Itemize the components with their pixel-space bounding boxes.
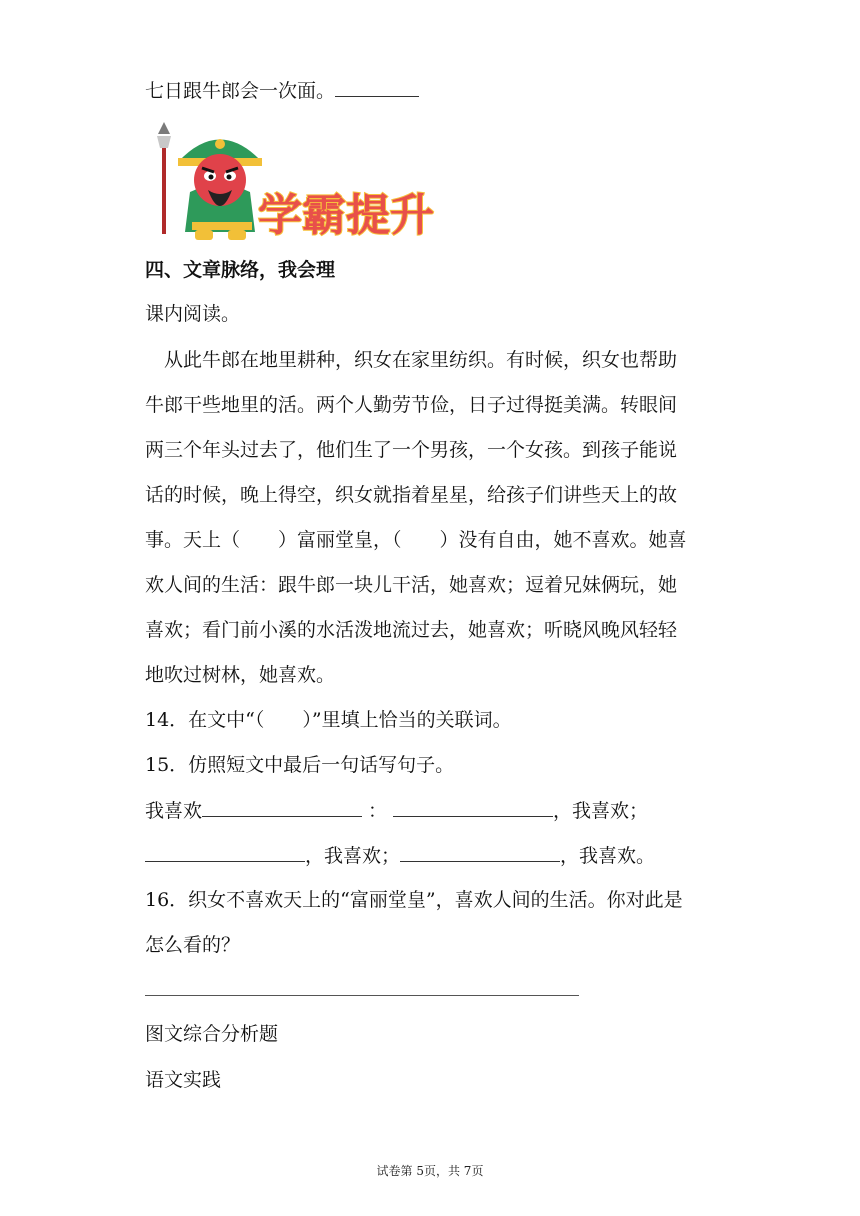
passage-line-5: 事。天上（ ）富丽堂皇，（ ）没有自由，她不喜欢。她喜 — [145, 529, 687, 551]
question-16-line-2: 怎么看的？ — [145, 934, 241, 956]
passage-line-2: 牛郎干些地里的活。两个人勤劳节俭，日子过得挺美满。转眼间 — [145, 394, 678, 416]
continued-text: 七日跟牛郎会一次面。 — [145, 80, 336, 102]
fill-text: ，我喜欢； — [305, 845, 401, 867]
answer-blank — [393, 798, 553, 817]
question-15: 15．仿照短文中最后一句话写句子。 — [145, 754, 455, 776]
passage-line-1: 从此牛郎在地里耕种，织女在家里纺织。有时候，织女也帮助 — [145, 349, 678, 371]
mascot-figure — [157, 122, 262, 240]
fill-text: ： — [368, 800, 388, 822]
fill-text: ，我喜欢。 — [560, 845, 656, 867]
fill-text: ，我喜欢； — [553, 800, 649, 822]
answer-blank — [335, 78, 419, 97]
section-label-analysis: 图文综合分析题 — [145, 1023, 279, 1045]
continued-text-line — [145, 78, 419, 103]
xueba-tisheng-banner — [150, 122, 460, 247]
question-15-fill-line-2 — [145, 843, 655, 868]
page-footer: 试卷第 5页，共 7页 — [376, 1164, 484, 1178]
question-14: 14．在文中“（ ）”里填上恰当的关联词。 — [145, 709, 512, 731]
question-16-line-1: 16．织女不喜欢天上的“富丽堂皇”，喜欢人间的生活。你对此是 — [145, 889, 683, 911]
question-15-fill-line-1 — [145, 798, 648, 823]
banner-title: 学霸提升 — [258, 190, 434, 241]
section-label-practice: 语文实践 — [145, 1069, 222, 1091]
passage-line-4: 话的时候，晚上得空，织女就指着星星，给孩子们讲些天上的故 — [145, 484, 678, 506]
answer-blank — [400, 843, 560, 862]
answer-line — [145, 995, 579, 996]
passage-line-3: 两三个年头过去了，他们生了一个男孩，一个女孩。到孩子能说 — [145, 439, 678, 461]
answer-blank — [202, 798, 362, 817]
passage-line-6: 欢人间的生活：跟牛郎一块儿干活，她喜欢；逗着兄妹俩玩，她 — [145, 574, 678, 596]
fill-text: 我喜欢 — [145, 800, 203, 822]
passage-line-7: 喜欢；看门前小溪的水活泼地流过去，她喜欢；听晓风晚风轻轻 — [145, 619, 678, 641]
reading-label: 课内阅读。 — [145, 303, 241, 325]
section-heading: 四、文章脉络，我会理 — [145, 259, 336, 281]
passage-line-8: 地吹过树林，她喜欢。 — [145, 664, 336, 686]
answer-blank — [145, 843, 305, 862]
